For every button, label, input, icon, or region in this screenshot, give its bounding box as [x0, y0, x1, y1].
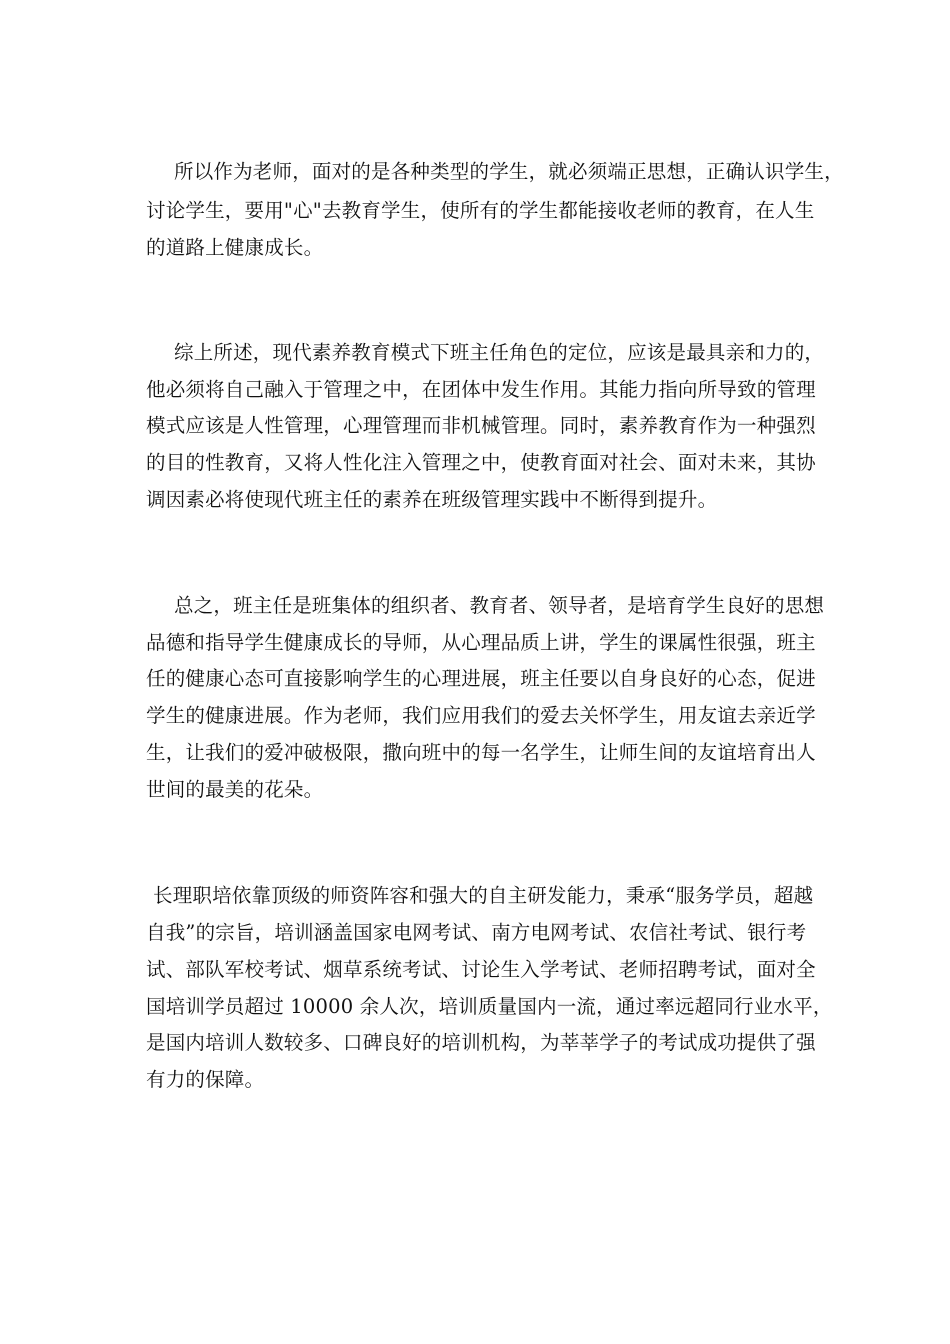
paragraph-line: 国培训学员超过 10000 余人次，培训质量国内一流，通过率远超同行业水平，: [146, 995, 833, 1018]
paragraph-line: 自我”的宗旨，培训涵盖国家电网考试、南方电网考试、农信社考试、银行考: [146, 921, 807, 944]
paragraph-line: 有力的保障。: [146, 1068, 265, 1091]
paragraph-line: 生，让我们的爱冲破极限，撒向班中的每一名学生，让师生间的友谊培育出人: [146, 741, 816, 764]
paragraph-line: 综上所述，现代素养教育模式下班主任角色的定位，应该是最具亲和力的，: [174, 341, 825, 364]
paragraph-line: 世间的最美的花朵。: [146, 778, 324, 801]
paragraph-line: 调因素必将使现代班主任的素养在班级管理实践中不断得到提升。: [146, 488, 718, 511]
paragraph-line: 任的健康心态可直接影响学生的心理进展，班主任要以自身良好的心态，促进: [146, 667, 816, 690]
paragraph-line: 他必须将自己融入于管理之中，在团体中发生作用。其能力指向所导致的管理: [146, 378, 816, 401]
paragraph-line: 长理职培依靠顶级的师资阵容和强大的自主研发能力，秉承“服务学员，超越: [153, 884, 814, 907]
paragraph-line: 所以作为老师，面对的是各种类型的学生，就必须端正思想，正确认识学生，: [174, 160, 844, 183]
paragraph-line: 试、部队军校考试、烟草系统考试、讨论生入学考试、老师招聘考试，面对全: [146, 958, 816, 981]
paragraph-line: 的道路上健康成长。: [146, 236, 324, 259]
paragraph-line: 是国内培训人数较多、口碑良好的培训机构，为莘莘学子的考试成功提供了强: [146, 1031, 816, 1054]
paragraph-line: 模式应该是人性管理，心理管理而非机械管理。同时，素养教育作为一种强烈: [146, 414, 816, 437]
paragraph-line: 总之，班主任是班集体的组织者、教育者、领导者，是培育学生良好的思想: [174, 594, 825, 617]
paragraph-line: 品德和指导学生健康成长的导师，从心理品质上讲，学生的课属性很强，班主: [146, 631, 816, 654]
paragraph-line: 学生的健康进展。作为老师，我们应用我们的爱去关怀学生，用友谊去亲近学: [146, 704, 816, 727]
paragraph-line: 讨论学生，要用"心"去教育学生，使所有的学生都能接收老师的教育，在人生: [146, 199, 815, 222]
paragraph-line: 的目的性教育，又将人性化注入管理之中，使教育面对社会、面对未来，其协: [146, 451, 816, 474]
